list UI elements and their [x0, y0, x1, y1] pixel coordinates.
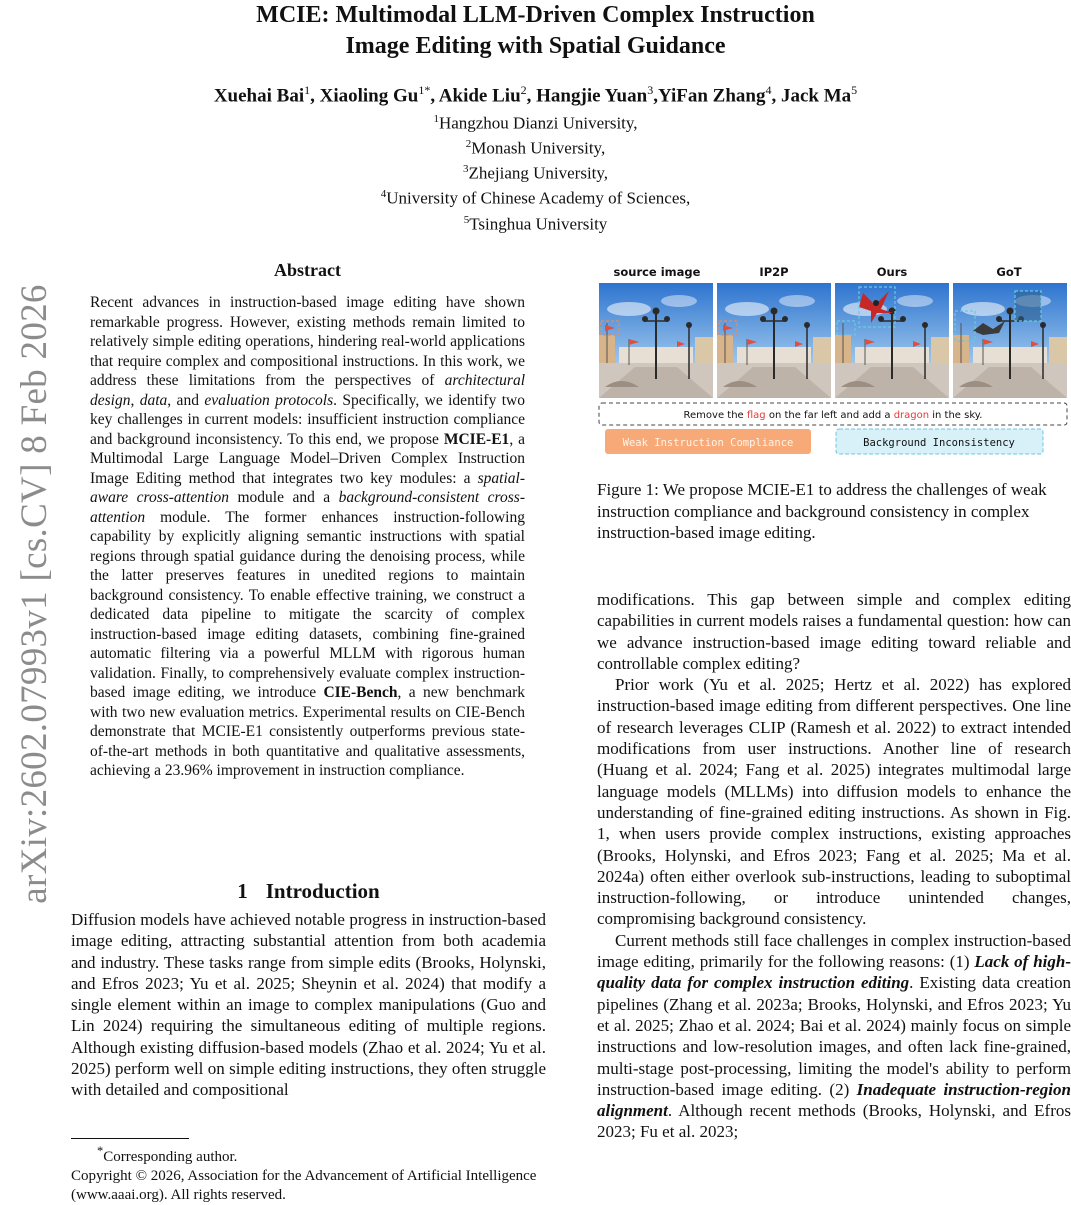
abstract-heading: Abstract: [274, 260, 341, 280]
abstract-body: [90, 293, 525, 781]
instruction-part: in the sky.: [929, 410, 983, 421]
author-name: Jack Ma: [780, 85, 852, 107]
abstract-text: Recent advances in instruction-based image editing have shown remarkable progress. However, existing methods remain limited to relatively simple editing operations, hindering real-world applications that require complex and compositional instructions. In this work, we address these limitations from the perspectives of: [90, 294, 525, 389]
weak-compliance-label: Weak Instruction Compliance: [622, 437, 794, 449]
background-inconsistency-label: Background Inconsistency: [863, 437, 1015, 449]
instruction-highlight-dragon: dragon: [893, 410, 930, 421]
section-heading: [71, 877, 546, 905]
abstract-bold: MCIE-E1: [443, 430, 510, 448]
intro-paragraph: Diffusion models have achieved notable progress in instruction-based image editing, attracting substantial attention from both academia and industry. These tasks range from simple edits (Brooks, Holynski, and Efros 2023; Yu et al. 2025; Sheynin et al. 2024) that modify a single element within an image to complex manipulations (Guo and Lin 2024) requiring the simultaneous editing of multiple regions. Although existing diffusion-based models (Zhao et al. 2024; Yu et al. 2025) perform well on simple editing instructions, they often struggle with detailed and compositional: [71, 910, 546, 1100]
author-mark: 4: [765, 83, 772, 97]
figure-label: IP2P: [759, 265, 789, 279]
author-mark: 1: [304, 83, 311, 97]
body-paragraph: Prior work (Yu et al. 2025; Hertz et al. 2022) has explored instruction-based image editing from different perspectives. One line of research leverages CLIP (Ramesh et al. 2022) to extract intended modifications from user instructions. Another line of research (Huang et al. 2024; Fang et al. 2025) integrates multimodal large language models (MLLMs) into diffusion models to enhance the understanding of fine-grained editing instructions. As shown in Fig. 1, when users provide complex instructions, existing approaches (Brooks, Holynski, and Efros 2023; Fang et al. 2025; Ma et al. 2024a) often either overlook sub-instructions, leading to suboptimal instruction-following, or introduce unintended changes, compromising background consistency.: [597, 675, 1071, 929]
author-name: Hangjie Yuan: [536, 85, 648, 107]
section-title: Introduction: [265, 879, 380, 903]
abstract-text: , a new benchmark with two new evaluation metrics. Experimental results on CIE-Bench demonstrate that MCIE-E1 consistently outperforms previous state-of-the-art methods in both quantitative and qualitative assessments, achieving a 23.96% improvement in instruction compliance.: [90, 684, 525, 779]
abstract-emphasis: evaluation protocols: [204, 391, 334, 409]
instruction-text: [684, 410, 983, 421]
body-paragraph: modifications. This gap between simple and complex editing capabilities in current models raises a fundamental question: how can we advance instruction-based image editing toward reliable and controllable complex editing?: [597, 590, 1071, 673]
body-text: . Although recent methods (Brooks, Holynski, and Efros 2023; Fu et al. 2023;: [597, 1101, 1071, 1142]
affiliation-mark: 3: [462, 163, 469, 176]
author-mark: 1*: [418, 83, 431, 97]
affiliation-mark: 1: [433, 113, 439, 125]
instruction-highlight-flag: flag: [746, 410, 766, 421]
affiliation: [0, 184, 1071, 209]
abstract-text: . Specifically, we identify two key challenges in current models: insufficient instruction compliance and background inconsistency. To this end, we propose: [90, 391, 525, 448]
affiliation: [0, 109, 1071, 134]
author-name: Akide Liu: [438, 85, 521, 107]
footnote: [71, 1142, 546, 1205]
affiliation-name: Tsinghua University: [469, 214, 608, 234]
abstract-bold: CIE-Bench: [323, 684, 398, 701]
abstract-text: , and: [167, 391, 205, 409]
paper-title: [0, 0, 1071, 62]
affiliation-mark: 4: [380, 188, 387, 201]
affiliation: [0, 134, 1071, 159]
abstract-emphasis: background-consistent cross-attention: [90, 489, 525, 526]
figure-label: source image: [613, 265, 701, 279]
author-list: Xuehai Bai$^1$, Xiaoling $Gu^{1*}$, Akide Liu$^2$, Hangjie Yuan$^3$,YiFan Zhang$^4$, Jack Ma$^5$: [213, 83, 858, 107]
instruction-part: on the far left and add a: [765, 410, 894, 421]
arxiv-stamp: arXiv:2602.07993v1 [cs.CV] 8 Feb 2026: [14, 284, 55, 904]
affiliation: [0, 159, 1071, 184]
abstract-text: module and a: [229, 489, 339, 506]
abstract-emphasis: architectural design: [90, 372, 525, 409]
author-mark: 2: [520, 83, 527, 97]
got-image-panel: [953, 283, 1067, 398]
affiliation-name: University of Chinese Academy of Sciences,: [386, 189, 691, 209]
footnote-mark: *: [97, 1144, 104, 1158]
ours-image-panel: [835, 283, 949, 398]
affiliation-name: Zhejiang University,: [468, 163, 609, 183]
title-line-2: Image Editing with Spatial Guidance: [345, 33, 726, 59]
body-emphasis: Lack of high-quality data for complex instruction editing: [597, 952, 1071, 993]
affiliation-mark: 2: [465, 138, 472, 151]
figure-label: Ours: [876, 265, 908, 279]
author-name: YiFan Zhang: [657, 85, 766, 107]
figure-1-graphic: [597, 262, 1071, 462]
abstract-emphasis: data: [139, 391, 168, 409]
author-name: Xuehai Bai: [213, 85, 305, 107]
section-number: 1: [237, 879, 248, 903]
instruction-part: Remove the: [683, 410, 747, 421]
body-emphasis: Inadequate instruction-region alignment: [597, 1079, 1071, 1121]
affiliation: [0, 210, 1071, 235]
abstract-text: , a Multimodal Large Language Model–Driven Complex Instruction Image Editing method that integrates two key modules: a: [90, 430, 525, 487]
figure-label: GoT: [996, 265, 1022, 279]
copyright-notice: Copyright © 2026, Association for the Advancement of Artificial Intelligence (www.aaai.org). All rights reserved.: [71, 1168, 537, 1203]
affiliation-list: [0, 109, 1071, 235]
abstract-emphasis: spatial-aware cross-attention: [90, 469, 525, 506]
ip2p-image-panel: [717, 283, 831, 398]
abstract-text: module. The former enhances instruction-following capability by explicitly aligning semantic instructions with spatial regions through spatial guidance during the denoising process, while the latter preserves features in unedited regions to maintain background consistency. To enable effective training, we construct a dedicated data pipeline to mitigate the scarcity of complex instruction-based image editing datasets, combining fine-grained automatic filtering via a powerful MLLM with rigorous human validation. Finally, to comprehensively evaluate complex instruction-based image editing, we introduce: [90, 508, 525, 701]
footnote-corresponding: [71, 1142, 546, 1167]
body-text: Current methods still face challenges in complex instruction-based image editing, primarily for the following reasons: (1): [597, 930, 1071, 972]
body-text: . Existing data creation pipelines (Zhang et al. 2023a; Brooks, Holynski, and Efros 2023; Yu et al. 2025; Zhao et al. 2024; Bai et al. 2024) mainly focus on simple instructions and low-resolution images, and often lack fine-grained, multi-stage post-processing, limiting the model's ability to perform instruction-based image editing. (2): [597, 973, 1071, 1099]
body-paragraph: [597, 930, 1071, 1143]
affiliation-mark: 5: [463, 213, 470, 226]
affiliation-name: Hangzhou Dianzi University,: [438, 113, 638, 133]
figure-1-caption: Figure 1: We propose MCIE-E1 to address the challenges of weak instruction compliance and background consistency in complex instruction-based image editing.: [597, 480, 1047, 542]
author-mark: 5: [851, 83, 858, 97]
title-line-1: MCIE: Multimodal LLM-Driven Complex Instruction: [256, 2, 815, 28]
author-name: Xiaoling Gu: [319, 85, 419, 107]
author-mark: 3: [647, 83, 654, 97]
footnote-rule: [71, 1138, 189, 1139]
affiliation-name: Monash University,: [471, 138, 606, 158]
footnote-text: Corresponding author.: [103, 1149, 238, 1165]
figure-1: [597, 262, 1071, 462]
abstract-text: ,: [130, 391, 140, 409]
right-column-body: [597, 589, 1071, 1143]
source-image-panel: [599, 283, 713, 398]
